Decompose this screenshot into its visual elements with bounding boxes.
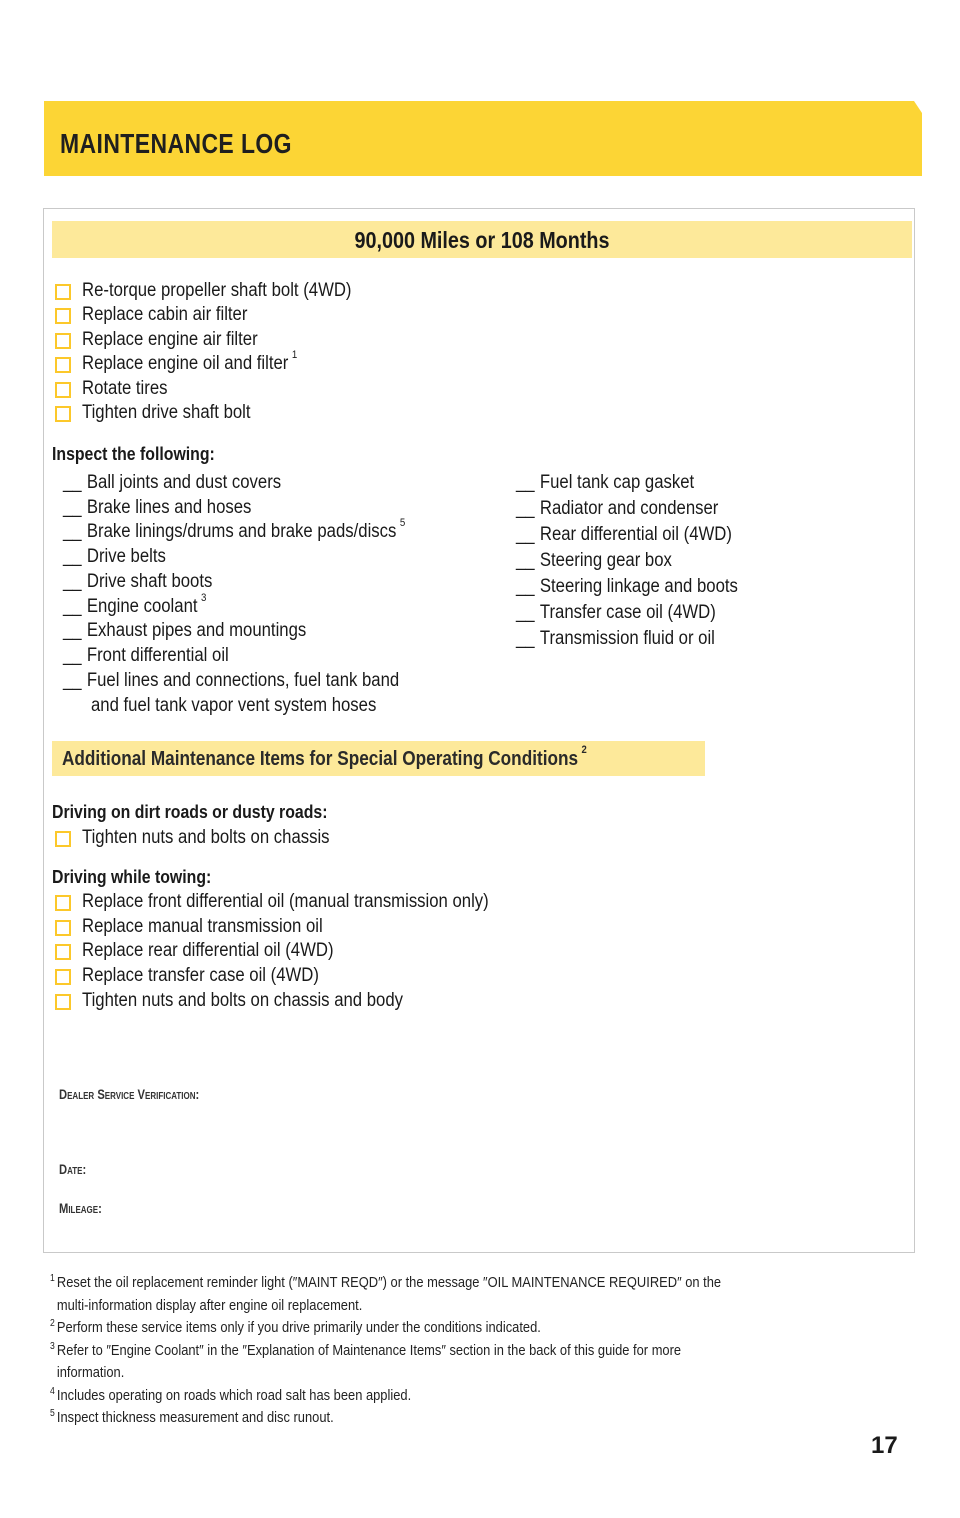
inspect-item: __ Steering linkage and boots [516, 576, 738, 597]
page-title: MAINTENANCE LOG [60, 128, 292, 159]
page-number: 17 [871, 1432, 898, 1459]
inspect-item: __ Brake linings/drums and brake pads/discs $^5$ [63, 517, 406, 542]
checkbox[interactable] [55, 308, 71, 324]
footnotes [50, 1272, 900, 1430]
interval-title: 90,000 Miles or 108 Months [354, 227, 610, 253]
footnote-ref: 3 [201, 592, 207, 604]
footnote-ref: 2 [581, 744, 587, 756]
checkbox[interactable] [55, 994, 71, 1010]
task-label: Replace manual transmission oil [82, 916, 323, 937]
footnote: 5 Inspect thickness measurement and disc runout. [50, 1408, 334, 1426]
task-label: Replace engine oil and filter $^1$ [82, 349, 298, 374]
checkbox[interactable] [55, 333, 71, 349]
interval-header [52, 221, 912, 258]
inspect-item: __ Radiator and condenser [516, 498, 719, 519]
task-label: Tighten drive shaft bolt [82, 402, 251, 423]
inspect-item: __ Ball joints and dust covers [63, 472, 282, 493]
footnote-ref: 5 [399, 517, 406, 529]
checkbox[interactable] [55, 831, 71, 847]
date-label: Date: [59, 1161, 87, 1177]
mileage-label: Mileage: [59, 1200, 102, 1216]
dealer-verification-label: Dealer Service Verification: [59, 1086, 200, 1102]
inspect-item: __ Engine coolant $^3$ [63, 592, 207, 617]
towing-heading: Driving while towing: [52, 867, 212, 887]
checkbox[interactable] [55, 895, 71, 911]
checkbox[interactable] [55, 357, 71, 373]
footnote-ref: 1 [291, 349, 298, 361]
inspect-item: __ Transfer case oil (4WD) [516, 602, 716, 623]
checkbox[interactable] [55, 406, 71, 422]
task-label: Replace engine air filter [82, 329, 258, 350]
inspect-item: __ Rear differential oil (4WD) [516, 524, 732, 545]
inspect-item: __ Drive shaft boots [63, 571, 213, 592]
task-label: Replace cabin air filter [82, 304, 248, 325]
special-conditions-header [52, 741, 705, 776]
inspect-item: __ Brake lines and hoses [63, 497, 252, 518]
checkbox[interactable] [55, 944, 71, 960]
footnote: 1 Reset the oil replacement reminder light (″MAINT REQD″) or the message ″OIL MAINTENANCE REQUIRED″ on the multi-information display after engine oil replacement. [50, 1273, 722, 1314]
special-conditions-title: Additional Maintenance Items for Special Operating Conditions $^2$ [62, 744, 587, 770]
inspect-heading: Inspect the following: [52, 444, 215, 464]
inspect-item: __ Fuel tank cap gasket [516, 472, 695, 493]
checkbox[interactable] [55, 382, 71, 398]
inspect-item: __ Front differential oil [63, 645, 229, 666]
task-label: Replace rear differential oil (4WD) [82, 940, 334, 961]
task-label: Rotate tires [82, 378, 168, 399]
task-label: Replace transfer case oil (4WD) [82, 965, 319, 986]
checkbox[interactable] [55, 920, 71, 936]
inspect-item-continuation: and fuel tank vapor vent system hoses [91, 695, 377, 716]
task-label: Re-torque propeller shaft bolt (4WD) [82, 280, 352, 301]
task-label: Tighten nuts and bolts on chassis and body [82, 990, 403, 1011]
task-label: Tighten nuts and bolts on chassis [82, 827, 330, 848]
footnote: 3 Refer to ″Engine Coolant″ in the ″Explanation of Maintenance Items″ section in the back of this guide for more information. [50, 1340, 682, 1381]
inspect-item: __ Drive belts [63, 546, 166, 567]
task-label: Replace front differential oil (manual transmission only) [82, 891, 489, 912]
footnote: 4 Includes operating on roads which road salt has been applied. [50, 1385, 412, 1404]
checkbox[interactable] [55, 284, 71, 300]
inspect-item: __ Fuel lines and connections, fuel tank band [63, 670, 400, 691]
inspect-item: __ Steering gear box [516, 550, 672, 571]
checkbox[interactable] [55, 969, 71, 985]
inspect-item: __ Transmission fluid or oil [516, 628, 715, 649]
footnote: 2 Perform these service items only if you drive primarily under the conditions indicated. [50, 1318, 541, 1336]
dirt-roads-heading: Driving on dirt roads or dusty roads: [52, 802, 328, 822]
inspect-item: __ Exhaust pipes and mountings [63, 620, 307, 641]
